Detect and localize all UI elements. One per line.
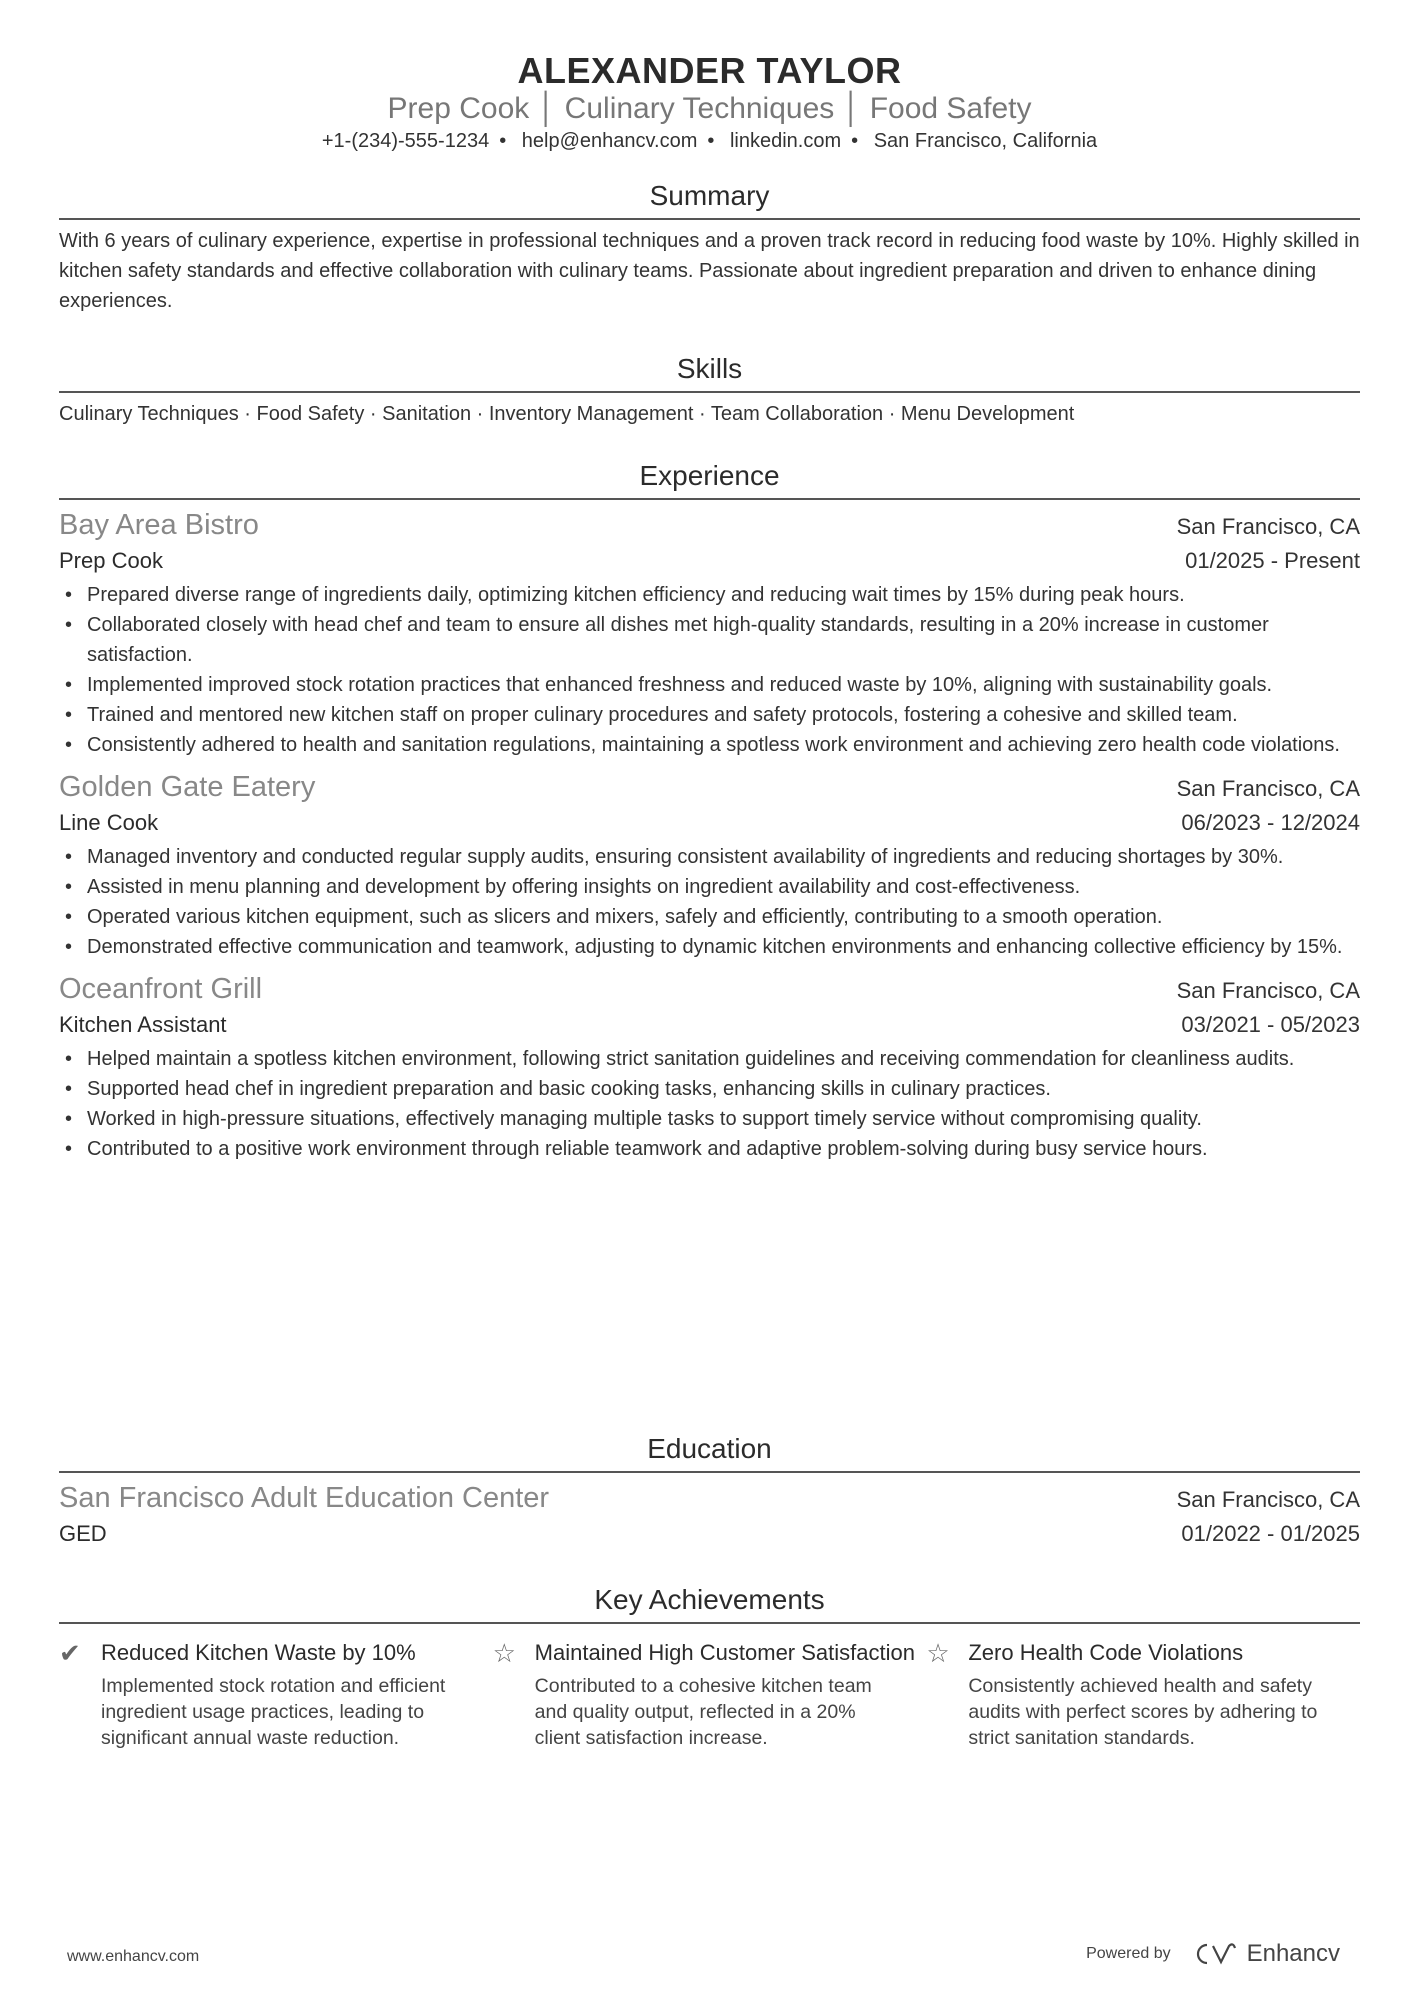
summary-text: With 6 years of culinary experience, expertise in professional techniques and a proven track record in reducing food waste by 10%. Highly skilled in kitchen safety standards and effective collaboration with culinary teams. Passionate about ingredient preparation and driven to enhance dining experiences. bbox=[59, 230, 1360, 312]
achievement-title: Maintained High Customer Satisfaction bbox=[534, 1640, 915, 1665]
job-bullet: • Implemented improved stock rotation practices that enhanced freshness and reduced waste by 10%, aligning with sustainability goals. bbox=[59, 670, 1360, 700]
job-bullet: • Consistently adhered to health and sanitation regulations, maintaining a spotless work environment and achieving zero health code violations. bbox=[59, 730, 1360, 760]
job-bullet: • Managed inventory and conducted regular supply audits, ensuring consistent availability of ingredients and reducing shortages by 30%. bbox=[59, 842, 1360, 872]
job-entry bbox=[59, 506, 1360, 760]
achievement-description: Consistently achieved health and safety audits with perfect scores by adhering to strict sanitation standards. bbox=[968, 1675, 1318, 1749]
job-location: San Francisco, CA bbox=[1176, 776, 1360, 801]
footer-branding bbox=[1086, 1940, 1340, 1968]
achievement-title: Reduced Kitchen Waste by 10% bbox=[101, 1640, 416, 1665]
job-dates: 06/2023 - 12/2024 bbox=[1181, 810, 1360, 835]
job-entry bbox=[59, 970, 1360, 1164]
summary-section bbox=[59, 178, 1360, 316]
skills-text: Culinary Techniques · Food Safety · Sanitation · Inventory Management · Team Collaboration · Menu Development bbox=[59, 403, 1075, 425]
job-bullet: • Demonstrated effective communication and teamwork, adjusting to dynamic kitchen environments and enhancing collective efficiency by 15%. bbox=[59, 932, 1360, 962]
school-name: San Francisco Adult Education Center bbox=[59, 1482, 550, 1514]
section-heading: Skills bbox=[59, 351, 1360, 393]
job-bullet: • Assisted in menu planning and development by offering insights on ingredient availability and cost-effectiveness. bbox=[59, 872, 1360, 902]
check-icon: ✔ bbox=[59, 1638, 81, 1668]
job-bullet: • Trained and mentored new kitchen staff on proper culinary procedures and safety protocols, fostering a cohesive and skilled team. bbox=[59, 700, 1360, 730]
achievements-section bbox=[59, 1582, 1360, 1751]
job-bullet: • Supported head chef in ingredient preparation and basic cooking tasks, enhancing skills in culinary practices. bbox=[59, 1074, 1360, 1104]
achievement-description: Contributed to a cohesive kitchen team and quality output, reflected in a 20% client satisfaction increase. bbox=[534, 1675, 872, 1749]
section-heading: Summary bbox=[59, 178, 1360, 220]
company-name: Golden Gate Eatery bbox=[59, 771, 316, 803]
job-bullet: • Worked in high-pressure situations, effectively managing multiple tasks to support timely service without compromising quality. bbox=[59, 1104, 1360, 1134]
achievement-item bbox=[59, 1638, 493, 1751]
experience-section bbox=[59, 458, 1360, 1172]
star-icon: ☆ bbox=[492, 1638, 516, 1668]
linkedin-link[interactable]: linkedin.com bbox=[729, 130, 842, 152]
powered-by-label: Powered by bbox=[1086, 1945, 1171, 1962]
job-title: Kitchen Assistant bbox=[59, 1012, 227, 1037]
email-link[interactable]: help@enhancv.com bbox=[521, 130, 698, 152]
achievement-item bbox=[493, 1638, 927, 1751]
section-heading: Education bbox=[59, 1431, 1360, 1473]
job-dates: 01/2025 - Present bbox=[1185, 548, 1360, 573]
job-bullet: • Prepared diverse range of ingredients daily, optimizing kitchen efficiency and reducing wait times by 15% during peak hours. bbox=[59, 580, 1360, 610]
job-title: Line Cook bbox=[59, 810, 159, 835]
job-title: Prep Cook bbox=[59, 548, 163, 573]
achievement-description: Implemented stock rotation and efficient ingredient usage practices, leading to significant annual waste reduction. bbox=[101, 1675, 446, 1749]
job-location: San Francisco, CA bbox=[1176, 514, 1360, 539]
enhancv-logo[interactable] bbox=[1193, 1940, 1340, 1968]
job-dates: 03/2021 - 05/2023 bbox=[1181, 1012, 1360, 1037]
achievement-item bbox=[926, 1638, 1360, 1751]
job-entry bbox=[59, 768, 1360, 962]
achievement-title: Zero Health Code Violations bbox=[968, 1640, 1244, 1665]
skills-section bbox=[59, 351, 1360, 429]
job-bullet: • Contributed to a positive work environment through reliable teamwork and adaptive problem-solving during busy service hours. bbox=[59, 1134, 1360, 1164]
section-heading: Experience bbox=[59, 458, 1360, 500]
star-icon: ☆ bbox=[926, 1638, 950, 1668]
enhancv-logo-icon bbox=[1193, 1942, 1237, 1966]
school-location: San Francisco, CA bbox=[1176, 1487, 1360, 1512]
candidate-name: ALEXANDER TAYLOR bbox=[517, 50, 902, 91]
education-section bbox=[59, 1431, 1360, 1551]
section-heading: Key Achievements bbox=[59, 1582, 1360, 1624]
education-dates: 01/2022 - 01/2025 bbox=[1181, 1521, 1360, 1546]
job-location: San Francisco, CA bbox=[1176, 978, 1360, 1003]
footer-website[interactable]: www.enhancv.com bbox=[67, 1948, 200, 1965]
company-name: Bay Area Bistro bbox=[59, 509, 259, 541]
contact-line: +1-(234)-555-1234 • help@enhancv.com • linkedin.com • San Francisco, California bbox=[321, 130, 1098, 152]
job-bullet: • Operated various kitchen equipment, such as slicers and mixers, safely and efficiently, contributing to a smooth operation. bbox=[59, 902, 1360, 932]
brand-name: Enhancv bbox=[1246, 1940, 1340, 1967]
degree: GED bbox=[59, 1521, 107, 1546]
location: San Francisco, California bbox=[873, 130, 1098, 152]
company-name: Oceanfront Grill bbox=[59, 973, 263, 1005]
phone: +1-(234)-555-1234 bbox=[321, 130, 490, 152]
job-bullet: • Helped maintain a spotless kitchen environment, following strict sanitation guidelines and receiving commendation for cleanliness audits. bbox=[59, 1044, 1360, 1074]
job-bullet: • Collaborated closely with head chef and team to ensure all dishes met high-quality standards, resulting in a 20% increase in customer satisfaction. bbox=[59, 610, 1360, 670]
headline: Prep Cook │ Culinary Techniques │ Food Safety bbox=[387, 92, 1032, 125]
